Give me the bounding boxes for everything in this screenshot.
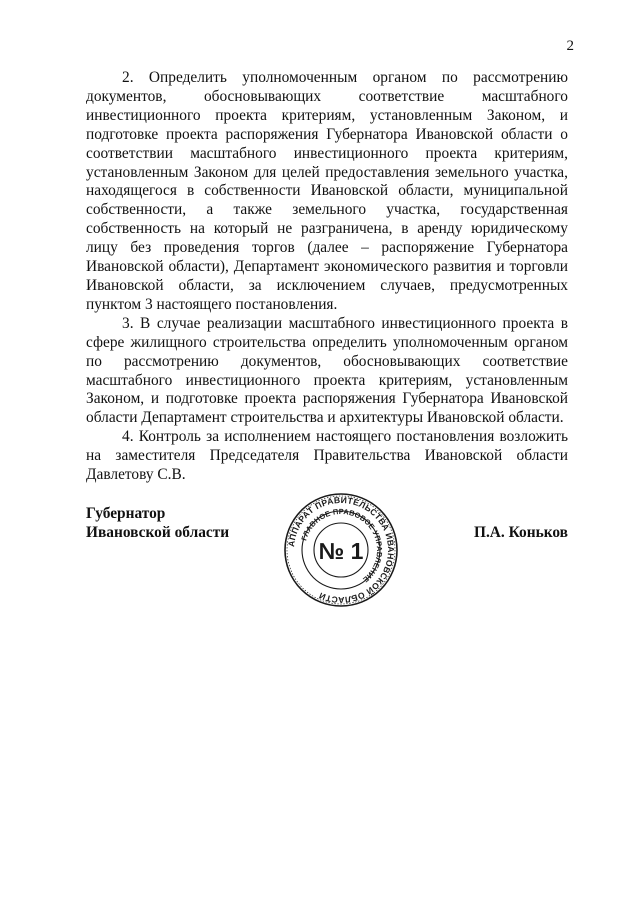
seal-outer-text: АППАРАТ ПРАВИТЕЛЬСТВА ИВАНОВСКОЙ ОБЛАСТИ bbox=[286, 494, 397, 606]
signatory-title bbox=[86, 504, 229, 542]
page-number: 2 bbox=[566, 38, 574, 54]
paragraph-2: 2. Определить уполномоченным органом по рассмотрению документов, обосновывающих соответствие масштабного инвестиционного проекта критериям, установленным Законом, и подготовке проекта распоряжения Губернатора Ивановской области о соответствии масштабного инвестиционного проекта критериям, установленным Законом для целей предоставления земельного участка, находящегося в собственности Ивановской области, муниципальной собственности, а также земельного участка, государственная собственность на который не разграничена, в аренду юридическому лицу без проведения торгов (далее – распоряжение Губернатора Ивановской области), Департамент экономического развития и торговли Ивановской области, за исключением случаев, предусмотренных пунктом 3 настоящего постановления. bbox=[86, 69, 568, 313]
seal-number: № 1 bbox=[318, 538, 364, 564]
seal-icon bbox=[282, 491, 400, 609]
signatory-title-line-1: Губернатор bbox=[86, 505, 166, 522]
document-body bbox=[86, 69, 568, 485]
signature-block bbox=[86, 494, 568, 606]
signatory-name: П.А. Коньков bbox=[473, 524, 568, 541]
official-seal bbox=[282, 491, 400, 609]
paragraph-3: 3. В случае реализации масштабного инвестиционного проекта в сфере жилищного строительства определить уполномоченным органом по рассмотрению документов, обосновывающих соответствие масштабного инвестиционного проекта критериям, установленным Законом, и подготовке проекта распоряжения Губернатора Ивановской области Департамент строительства и архитектуры Ивановской области. bbox=[86, 314, 568, 427]
paragraph-4: 4. Контроль за исполнением настоящего постановления возложить на заместителя Председателя Правительства Ивановской области Давлетову С.В. bbox=[86, 428, 568, 484]
seal-inner-text: ГЛАВНОЕ ПРАВОВОЕ УПРАВЛЕНИЕ bbox=[299, 506, 385, 585]
signatory-title-line-2: Ивановской области bbox=[86, 524, 230, 541]
